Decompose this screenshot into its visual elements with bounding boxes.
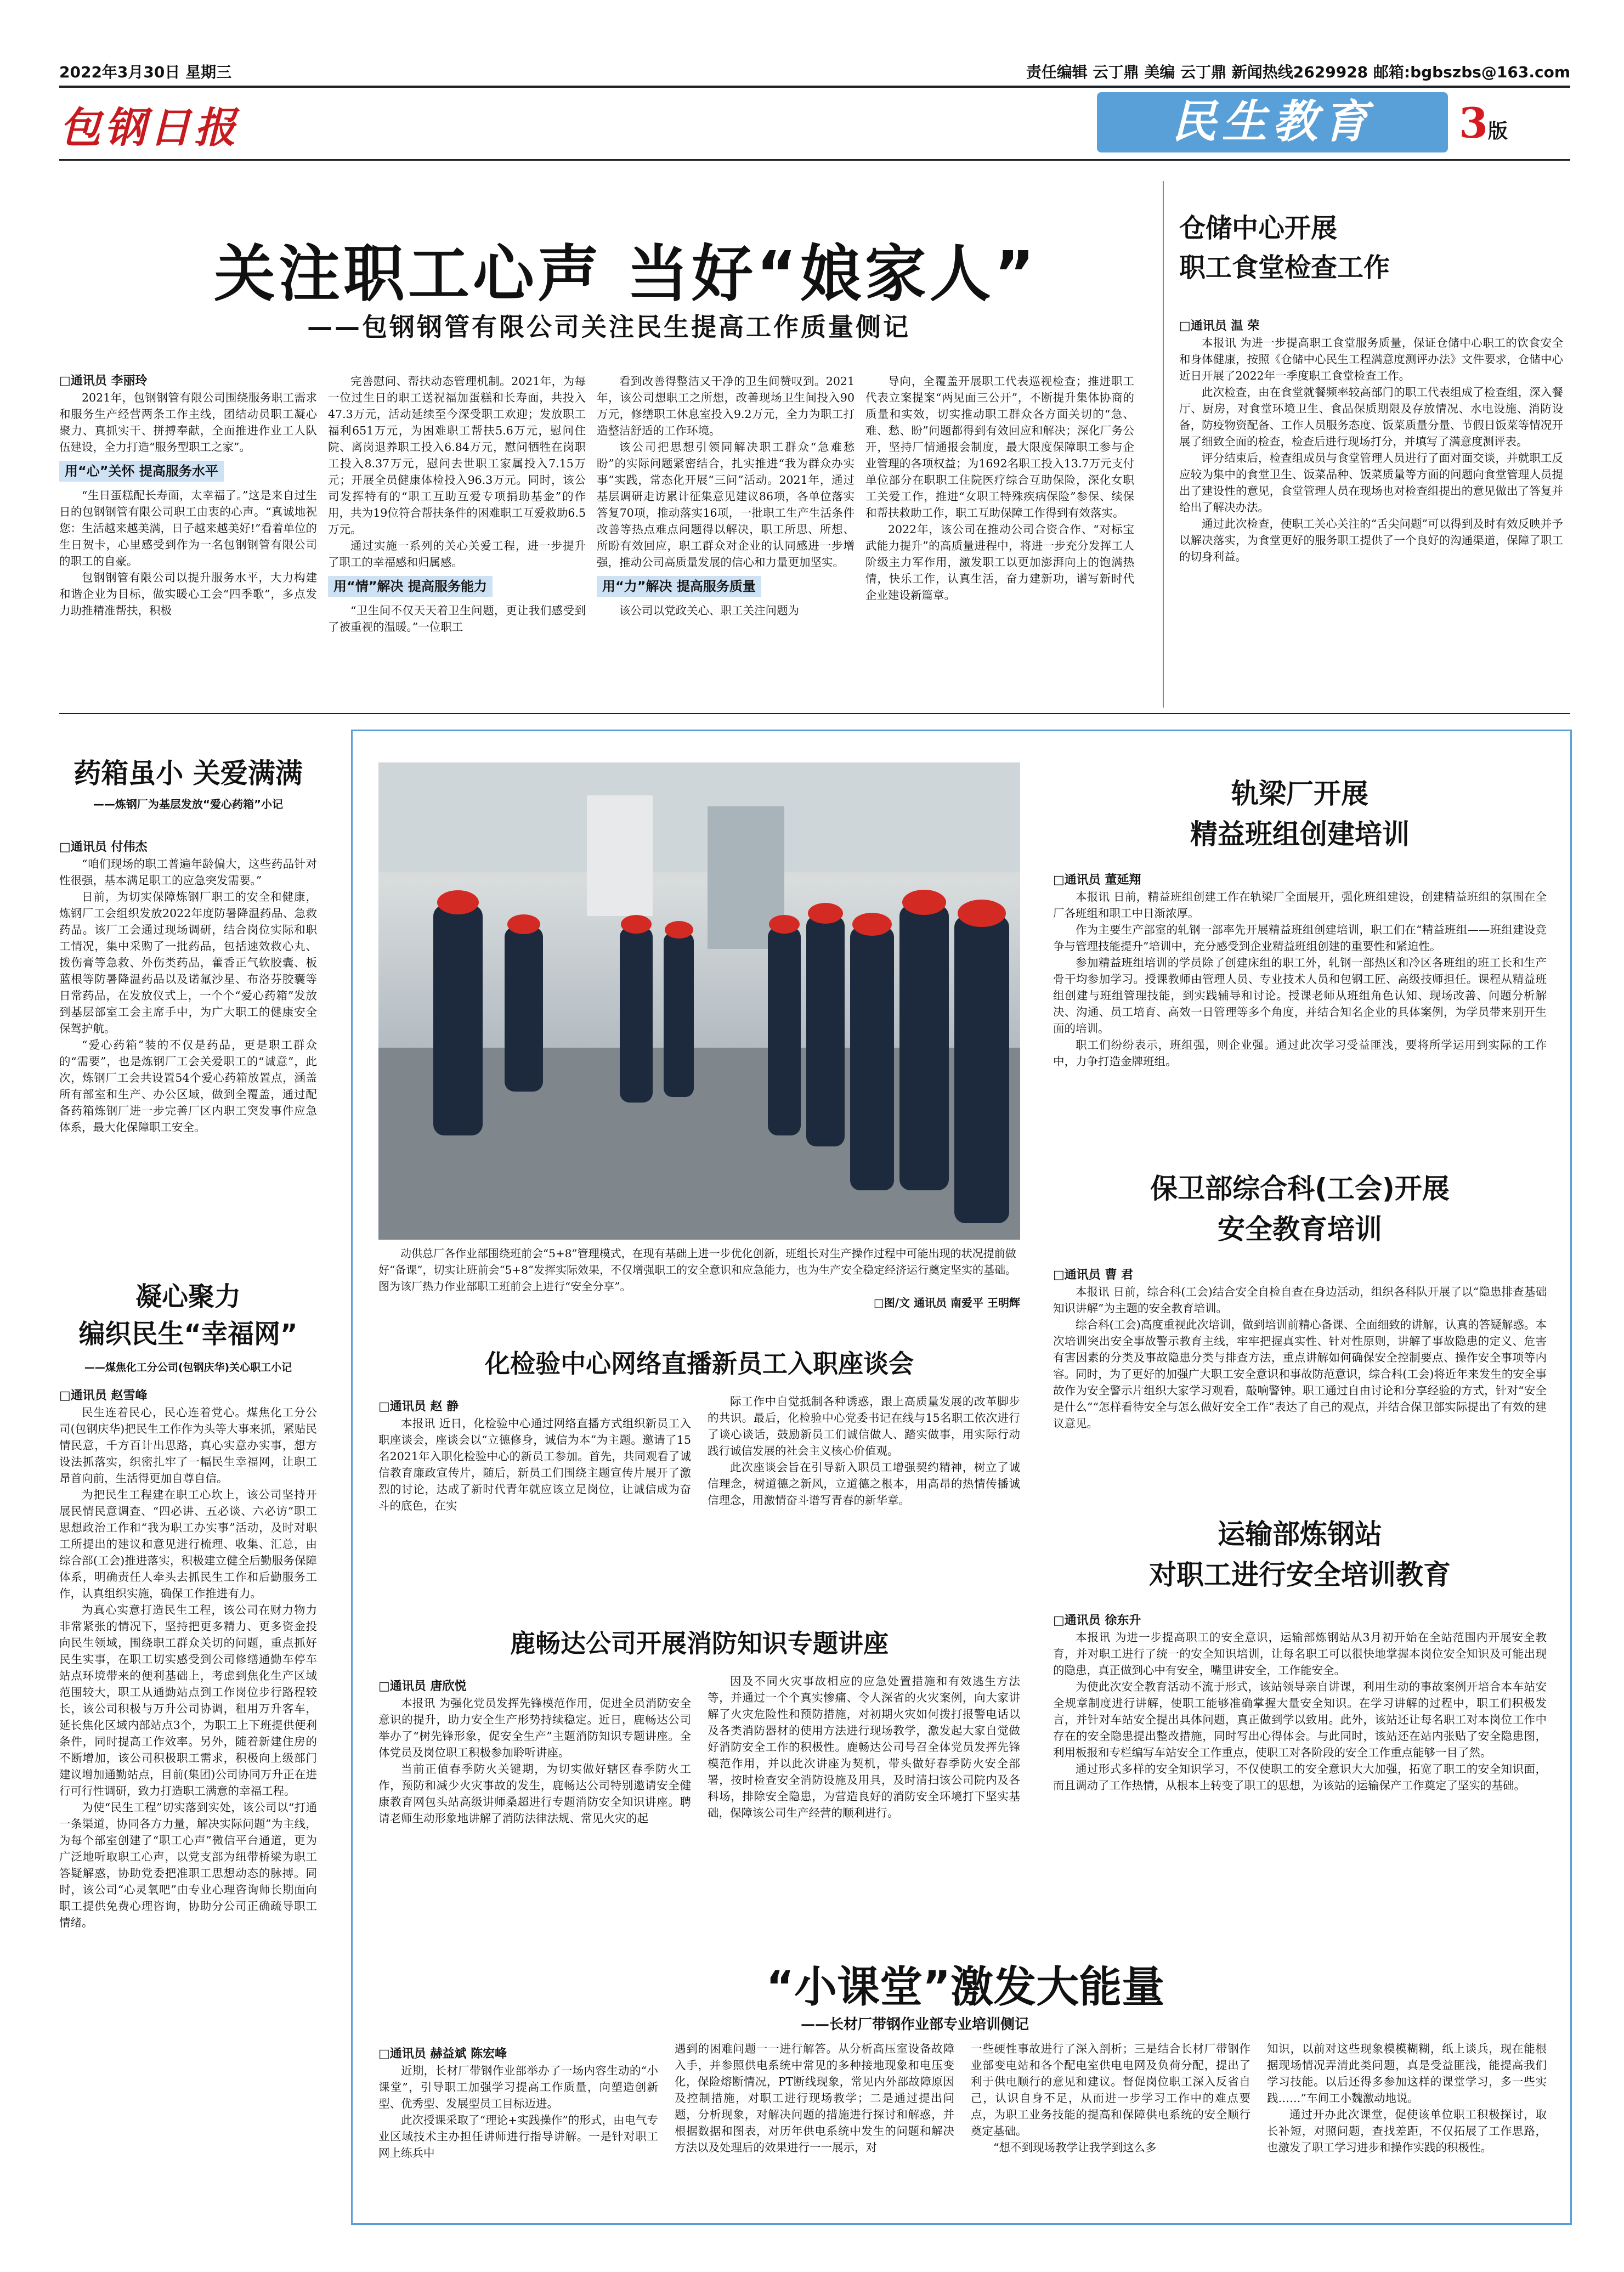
paragraph: 为使此次安全教育活动不流于形式，该站领导亲自讲课，利用生动的事故案例开培合本车站安全规章制度进行讲解，使职工能够准确掌握大量安全知识。在学习讲解的过程中，职工们积极发言，并针对车站安全提出具体问题，真正做到学以致用。此外，该站还让每名职工对本岗位工作中存在的安全隐患提出整改措施，同时写出心得体会。与此同时，该站还在站内张贴了安全隐患图，利用板报和专栏编写车站安全工作重点，使职工对各阶段的安全工作重点能够一目了然。 bbox=[1053, 1680, 1547, 1759]
paragraph: 因及不同火灾事故相应的应急处置措施和有效逃生方法等，并通过一个个真实惨痛、令人深省的火灾案例，向大家讲解了火灾危险性和预防措施，对初期火灾如何拨打报警电话以及各类消防器材的使用方法进行现场教学，激发起大家自觉做好消防安全工作的积极性。鹿畅达公司号召全体党员发挥先锋模范作用，并以此次讲座为契机，带头做好春季防火安全部署，按时检查安全消防设施及用具，及时清扫该公司院内及各科场，排除安全隐患，为营造良好的消防安全环境打下坚实基础，保障该公司生产经营的顺利进行。 bbox=[708, 1675, 1020, 1819]
editor-info: 责任编辑 云丁鼎 美编 云丁鼎 新闻热线2629928 邮箱:bgbszbs@163.com bbox=[1026, 63, 1570, 81]
warehouse-byline: □通讯员 温 荣 bbox=[1179, 319, 1260, 333]
paragraph: “想不到现场教学让我学到这么多 bbox=[993, 2141, 1157, 2154]
paragraph: 通过此次检查，使职工关心关注的“舌尖问题”可以得到及时有效反映并予以解决落实，为食堂更好的服务职工提供了一个良好的沟通渠道，保障了职工的切身利益。 bbox=[1179, 517, 1563, 563]
paragraph: 完善慰问、帮扶动态管理机制。2021年，为每一位过生日的职工送祝福加蛋糕和长寿面，共投入47.3万元，活动延续至今深受职工欢迎；发放职工福利651万元，为困难职工帮扶5.6万元，慰问住院、离岗退养职工投入6.84万元，慰问牺牲在岗职工投入8.37万元，慰问去世职工家属投入7.15万元；开展全员健康体检投入96.3万元。同时，该公司发挥特有的“职工互助互爱专项捐助基金”的作用，共为19位符合帮扶条件的困难职工互爱救助6.5万元。 bbox=[328, 375, 586, 536]
paragraph: 2021年，包钢钢管有限公司围绕服务职工需求和服务生产经营两条工作主线，团结动员职工凝心聚力、真抓实干、拼搏奉献，全面推进作业工人队伍建设，全力打造“服务型职工之家”。 bbox=[59, 391, 317, 454]
paragraph: 评分结束后，检查组成员与食堂管理人员进行了面对面交谈，并就职工反应较为集中的食堂卫生、饭菜品种、饭菜质量等方面的问题向食堂管理人员提出了建设性的意见，食堂管理人员在现场也对检查组提出的意见做出了答复并给出了解决办法。 bbox=[1179, 451, 1563, 514]
qc-title: 化检验中心网络直播新员工入职座谈会 bbox=[485, 1349, 914, 1378]
medicine-title: 药箱虽小 关爱满满 bbox=[73, 758, 303, 789]
lutongda-byline: □通讯员 唐欣悦 bbox=[378, 1680, 467, 1693]
lead-col-2 bbox=[328, 373, 586, 635]
coking-byline: □通讯员 赵雪峰 bbox=[59, 1389, 148, 1403]
paragraph: 本报讯 为进一步提高职工食堂服务质量，保证仓储中心职工的饮食安全和身体健康，按照《仓储中心民生工程满意度测评办法》文件要求，仓储中心近日开展了2022年一季度职工食堂检查工作。 bbox=[1179, 336, 1563, 382]
paragraph: 知识，以前对这些现象模模糊糊，纸上谈兵，现在能根据现场情况弄清此类问题，真是受益匪浅，能提高我们学习技能。以后还得多参加这样的课堂学习，多一些实践……”车间工小魏激动地说。 bbox=[1267, 2042, 1547, 2105]
classroom-title: “小课堂”激发大能量 bbox=[766, 1963, 1165, 2012]
paragraph: 际工作中自觉抵制各种诱惑，跟上高质量发展的改革脚步的共识。最后，化检验中心党委书记在线与15名职工依次进行了谈心谈话，鼓励新员工们诚信做人、踏实做事，用实际行动践行诚信发展的社会主义核心价值观。 bbox=[708, 1395, 1020, 1457]
paragraph: “卫生间不仅天天着卫生问题，更让我们感受到了被重视的温暖。”一位职工 bbox=[328, 604, 586, 634]
paragraph: 当前正值春季防火关键期，为切实做好辖区春季防火工作，预防和减少火灾事故的发生，鹿畅达公司特别邀请安全健康教育网包头站高级讲师桑超进行专题消防安全知识讲座。聘请老师生动形象地讲解了消防法律法规、常见火灾的起 bbox=[378, 1762, 691, 1825]
lead-col-1 bbox=[59, 373, 317, 619]
transport-byline: □通讯员 徐东升 bbox=[1053, 1614, 1141, 1627]
lead-subhead-1: 用“心”关怀 提高服务水平 bbox=[59, 461, 224, 482]
photo-caption-block bbox=[378, 1245, 1020, 1311]
lead-subtitle: ——包钢钢管有限公司关注民生提高工作质量侧记 bbox=[307, 312, 910, 342]
qc-byline: □通讯员 赵 静 bbox=[378, 1400, 459, 1414]
paragraph: 遇到的困难问题一一进行解答。从分析高压室设备故障入手，并参照供电系统中常见的多种接地现象和电压变化，保险熔断情况，PT断线现象，常见内外部故障原因及控制措施，对职工进行现场教学；二是通过提出问题，分析现象，对解决问题的措施进行探讨和解惑，并根据数据和图表，对历年供电系统中发生的问题和解决方法以及处理后的效果进行一一展示，对 bbox=[675, 2042, 954, 2154]
paragraph: 通过开办此次课堂，促使该单位职工积极探讨，取长补短，对照问题，查找差距，不仅拓展了工作思路，也激发了职工学习进步和操作实践的积极性。 bbox=[1267, 2108, 1547, 2154]
lead-byline: □通讯员 李丽玲 bbox=[59, 374, 148, 388]
qc-col-1 bbox=[378, 1399, 691, 1514]
news-photo bbox=[378, 762, 1020, 1240]
section-banner: 民生教育 bbox=[1097, 92, 1448, 152]
paragraph: “生日蛋糕配长寿面，太幸福了。”这是来自过生日的包钢钢管有限公司职工由衷的心声。“真诚地祝您：生活越来越美满，日子越来越美好!”看着单位的生日贺卡，心里感受到作为一名包钢钢管有限公司的职工的自豪。 bbox=[59, 489, 317, 568]
rail-byline: □通讯员 董延翔 bbox=[1053, 873, 1141, 887]
lutongda-title: 鹿畅达公司开展消防知识专题讲座 bbox=[510, 1629, 889, 1658]
paragraph: 该公司以党政关心、职工关注问题为 bbox=[619, 604, 799, 617]
coking-title: 凝心聚力 编织民生“幸福网” bbox=[78, 1281, 298, 1349]
lutongda-col-1 bbox=[378, 1678, 691, 1827]
transport-title: 运输部炼钢站 对职工进行安全培训教育 bbox=[1149, 1518, 1451, 1591]
paragraph: 本报讯 为强化党员发挥先锋模范作用，促进全员消防安全意识的提升，助力安全生产形势持续稳定。近日，鹿畅达公司举办了“树先锋形象，促安全生产”主题消防知识专题讲座。全体党员及岗位职工积极参加聆听讲座。 bbox=[378, 1697, 691, 1759]
rail-article bbox=[1053, 872, 1547, 1070]
warehouse-title: 仓储中心开展 职工食堂检查工作 bbox=[1179, 213, 1390, 283]
warehouse-article bbox=[1179, 318, 1563, 565]
issue-date: 2022年3月30日 星期三 bbox=[59, 63, 232, 81]
paragraph: 通过实施一系列的关心关爱工程，进一步提升了职工的幸福感和归属感。 bbox=[328, 539, 586, 569]
paragraph: 民生连着民心，民心连着党心。煤焦化工分公司(包钢庆华)把民生工作作为头等大事来抓，紧贴民情民意，千方百计出思路，真心实意办实事，想方设法抓落实，织密扎牢了一幅民生幸福网，让职工昂首向前，生活得更加自尊自信。 bbox=[59, 1406, 317, 1485]
photo-credit: □图/文 通讯员 南爱平 王明辉 bbox=[873, 1296, 1020, 1309]
paragraph: 此次座谈会旨在引导新入职员工增强契约精神，树立了诚信理念，树道德之新风，立道德之根本，用高昂的热情传播诚信理念，用激情奋斗谱写青春的新华章。 bbox=[708, 1461, 1020, 1507]
paragraph: 本报讯 日前，综合科(工会)结合安全自检自查在身边活动，组织各科队开展了以“隐患排查基础知识讲解”为主题的安全教育培训。 bbox=[1053, 1285, 1547, 1315]
horizontal-rule bbox=[59, 713, 1570, 714]
paragraph: “咱们现场的职工普遍年龄偏大，这些药品针对性很强，基本满足职工的应急突发需要。” bbox=[59, 857, 317, 887]
paragraph: 通过形式多样的安全知识学习，不仅使职工的安全意识大大加强，拓宽了职工的安全知识面，而且调动了工作热情，从根本上转变了职工的思想，为该站的运输保产工作奠定了坚实的基础。 bbox=[1053, 1762, 1547, 1792]
paragraph: 日前，为切实保障炼钢厂职工的安全和健康，炼钢厂工会组织发放2022年度防暑降温药品、急救药品。该厂工会通过现场调研，结合岗位实际和职工情况，集中采购了一批药品，包括速效救心丸、拨伤膏等急救、外伤类药品，藿香正气软胶囊、板蓝根等防暑降温药品以及诺氟沙星、布洛芬胶囊等日常药品，在发放仪式上，一个个“爱心药箱”发放到基层部室工会主席手中，为广大职工的健康安全保驾护航。 bbox=[59, 890, 317, 1035]
page-number: 3版 bbox=[1459, 99, 1508, 148]
paragraph: 看到改善得整洁又干净的卫生间赞叹到。2021年，该公司想职工之所想，改善现场卫生间投入90万元，修缮职工休息室投入9.2万元，全力为职工打造整洁舒适的工作环境。 bbox=[597, 375, 855, 437]
paragraph: 近期，长材厂带钢作业部举办了一场内容生动的“小课堂”，引导职工加强学习提高工作质量，向塑造创新型、优秀型、发展型员工目标迈进。 bbox=[378, 2064, 658, 2110]
qc-col-2 bbox=[708, 1393, 1020, 1508]
header-rule-2 bbox=[59, 159, 1570, 161]
paragraph: 本报讯 日前，精益班组创建工作在轨梁厂全面展开，强化班组建设，创建精益班组的氛围在全厂各班组和职工中日渐浓厚。 bbox=[1053, 890, 1547, 920]
classroom-byline: □通讯员 赫益斌 陈宏峰 bbox=[378, 2047, 507, 2061]
paragraph: 为把民生工程建在职工心坎上，该公司坚持开展民情民意调查、“四必讲、五必谈、六必访”职工思想政治工作和“我为职工办实事”活动，及时对职工所提出的建议和意见进行梳理、收集、汇总，由综合部(工会)推进落实，积极建立健全后勤服务保障体系，明确责任人牵头去抓民生工作和后勤服务工作，认真组织实施，确保工作推进有力。 bbox=[59, 1488, 317, 1600]
classroom-col-4 bbox=[1267, 2041, 1547, 2156]
lutongda-col-2 bbox=[708, 1673, 1020, 1821]
medicine-subtitle: ——炼钢厂为基层发放“爱心药箱”小记 bbox=[93, 798, 284, 811]
paragraph: 综合科(工会)高度重视此次培训，做到培训前精心备课、全面细致的讲解，认真的答疑解惑。本次培训突出安全事故警示教育主线，牢牢把握真实性、针对性原则，讲解了事故隐患的定义、危害有害因素的分类及事故隐患分类与排查方法，重点讲解如何确保安全控制要点、操作安全事项等内容。同时，为了更好的加强广大职工安全意识和事故防范意识，综合科(工会)将近年来发生的安全事故作为安全警示片组织大家学习观看，敲响警钟。职工通过自由讨论和分享经验的方式，针对“安全是什么”“怎样看待安全与怎么做好安全工作”表达了自己的观点，并结合保卫部实际提出了有效的建议意见。 bbox=[1053, 1318, 1547, 1430]
medicine-article bbox=[59, 839, 317, 1135]
security-title: 保卫部综合科(工会)开展 安全教育培训 bbox=[1150, 1173, 1450, 1245]
classroom-col-2 bbox=[675, 2041, 954, 2156]
paragraph: 一些硬性事故进行了深入剖析；三是结合长材厂带钢作业部变电站和各个配电室供电电网及负荷分配，提出了利于供电顺行的意见和建议。督促岗位职工深入反省自己，认识自身不足，从而进一步学习工作中的难点要点，为职工业务技能的提高和保障供电系统的安全顺行奠定基础。 bbox=[971, 2042, 1250, 2138]
paragraph: 导向，全覆盖开展职工代表巡视检查；推进职工代表立案提案“两见面三公开”，不断提升集体协商的质量和实效，切实推动职工群众各方面关切的“急、难、愁、盼”问题都得到有效回应和解决；深化厂务公开，坚持厂情通报会制度，最大限度保障职工参与企业管理的各项权益；为1692名职工投入13.7万元支付单位部分在职职工住院医疗综合互助保险，深化女职工关爱工作，推进“女职工特殊疾病保险”参保、续保和帮扶救助工作，职工互助保障工作得到有效落实。 bbox=[865, 375, 1134, 519]
lead-col-4 bbox=[865, 373, 1134, 603]
paragraph: 为使“民生工程”切实落到实处，该公司以“打通一条渠道，协同各方力量，解决实际问题”为主线，为每个部室创建了“职工心声”微信平台通道，更为广泛地听取职工心声，以党支部为纽带桥梁为职工答疑解惑，协助党委把准职工思想动态的脉搏。同时，该公司“心灵氧吧”由专业心理咨询师长期面向职工提供免费心理咨询，协助分公司正确疏导职工情绪。 bbox=[59, 1801, 317, 1929]
lead-col-3 bbox=[597, 373, 855, 619]
paragraph: 此次授课采取了“理论+实践操作”的形式，由电气专业区域技术主办担任讲师进行指导讲解。一是针对职工网上练兵中 bbox=[378, 2113, 658, 2160]
security-article bbox=[1053, 1267, 1547, 1432]
paragraph: 本报讯 近日，化检验中心通过网络直播方式组织新员工入职座谈会，座谈会以“立德修身，诚信为本”为主题。邀请了15名2021年入职化检验中心的新员工参加。首先，共同观看了诚信教育廉政宣传片，随后，新员工们围绕主题宣传片展开了激烈的讨论，达成了新时代青年就应该立足岗位，让诚信成为奋斗的底色，在实 bbox=[378, 1417, 691, 1512]
paragraph: 该公司把思想引领同解决职工群众“急难愁盼”的实际问题紧密结合，扎实推进“我为群众办实事”实践，常态化开展“三问”活动。2021年，通过基层调研走访累计征集意见建议86项，各单位落实答复70项，推动落实16项，一批职工生产生活条件改善等热点难点问题得以解决，职工所思、所想、所盼有效回应，职工群众对企业的认同感进一步增强，推动公司高质量发展的信心和力量更加坚实。 bbox=[597, 440, 855, 569]
paragraph: 参加精益班组培训的学员除了创建床组的职工外，轧钢一部热区和冷区各班组的班工长和生产骨干均参加学习。授课教师由管理人员、专业技术人员和包钢工匠、高级技师担任。课程从精益班组创建与班组管理技能，到实践辅导和讨论。授课老师从班组角色认知、现场改善、问题分析解决、沟通、员工培育、高效一日管理等多个角度，并结合知名企业的具体案例，为学员带来别开生面的培训。 bbox=[1053, 956, 1547, 1035]
coking-article bbox=[59, 1388, 317, 1931]
medicine-byline: □通讯员 付伟杰 bbox=[59, 840, 148, 854]
header-rule bbox=[59, 86, 1570, 88]
paragraph: 作为主要生产部室的轧钢一部率先开展精益班组创建培训，职工们在“精益班组——班组建设竞争与管理技能提升”培训中，充分感受到企业精益班组创建的重要性和紧迫性。 bbox=[1053, 923, 1547, 953]
photo-caption: 动供总厂各作业部围绕班前会“5+8”管理模式，在现有基础上进一步优化创新，班组长对生产操作过程中可能出现的状况提前做好“备课”，切实让班前会“5+8”发挥实际效果，不仅增强职工的安全意识和应急能力，也为生产安全稳定经济运行奠定坚实的基础。图为该厂热力作业部职工班前会上进行“安全分享”。 bbox=[378, 1247, 1017, 1293]
lead-title: 关注职工心声 当好“娘家人” bbox=[214, 239, 1038, 310]
classroom-col-3 bbox=[971, 2041, 1250, 2156]
security-byline: □通讯员 曹 君 bbox=[1053, 1268, 1134, 1282]
paragraph: 2022年，该公司在推动公司合资合作、“对标宝武能力提升”的高质量进程中，将进一步充分发挥工人阶级主力军作用，激发职工以更加澎湃向上的饱满热情，快乐工作，认真生活，奋力建新功，谱写新时代企业建设新篇章。 bbox=[865, 523, 1134, 602]
paragraph: 此次检查，由在食堂就餐频率较高部门的职工代表组成了检查组，深入餐厅、厨房，对食堂环境卫生、食品保质期限及存放情况、水电设施、消防设备，防疫物资配备、工作人员服务态度、饭菜质量分量、节假日饭菜等情况开展了细致全面的检查，检查后进行现场打分，并填写了满意度测评表。 bbox=[1179, 386, 1563, 448]
paragraph: 职工们纷纷表示，班组强，则企业强。通过此次学习受益匪浅，要将所学运用到实际的工作中，力争打造金牌班组。 bbox=[1053, 1038, 1547, 1068]
coking-subtitle: ——煤焦化工分公司(包钢庆华)关心职工小记 bbox=[84, 1361, 292, 1374]
classroom-col-1 bbox=[378, 2046, 658, 2161]
newspaper-logo: 包钢日报 bbox=[59, 103, 239, 152]
column-divider bbox=[1163, 181, 1164, 708]
paragraph: 为真心实意打造民生工程，该公司在财力物力非常紧张的情况下，坚持把更多精力、更多资金投向民生领域，围绕职工群众关切的问题，重点抓好民生实事，在职工切实感受到公司修缮通勤车停车站点环境带来的便利基础上，考虑到焦化生产区域范围较大，职工从通勤站点到工作岗位步行路程较长，该公司积极与万升公司协调，租用万升客车，延长焦化区域内部站点3个，为职工上下班提供便利条件，同时提高工作效率。另外，随着新建住房的不断增加，该公司积极职工需求，积极向上级部门建议增加通勤站点，目前(集团)公司协同万升正在进行可行性调研，致力打造职工满意的幸福工程。 bbox=[59, 1603, 317, 1798]
paragraph: 本报讯 为进一步提高职工的安全意识，运输部炼钢站从3月初开始在全站范围内开展安全教育，并对职工进行了统一的安全知识培训，让每名职工可以很快地掌握本岗位安全知识及可能出现的隐患，真正做到心中有安全，嘴里讲安全，工作能安全。 bbox=[1053, 1631, 1547, 1677]
transport-article bbox=[1053, 1613, 1547, 1794]
paragraph: “爱心药箱”装的不仅是药品，更是职工群众的“需要”，也是炼钢厂工会关爱职工的“诚意”，此次，炼钢厂工会共设置54个爱心药箱放置点，涵盖所有部室和生产、办公区域，做到全覆盖，通过配备药箱炼钢厂进一步完善厂区内职工突发事件应急体系，最大化保障职工安全。 bbox=[59, 1038, 317, 1134]
classroom-subtitle: ——长材厂带钢作业部专业培训侧记 bbox=[801, 2016, 1029, 2033]
paragraph: 包钢钢管有限公司以提升服务水平，大力构建和谐企业为目标，做实暖心工会“四季歌”，多点发力助推精准帮扶，积极 bbox=[59, 571, 317, 617]
page-header bbox=[59, 60, 1570, 82]
lead-subhead-3: 用“力”解决 提高服务质量 bbox=[597, 576, 761, 597]
photo-illustration bbox=[378, 762, 1020, 1240]
rail-title: 轨梁厂开展 精益班组创建培训 bbox=[1190, 778, 1410, 850]
lead-subhead-2: 用“情”解决 提高服务能力 bbox=[328, 576, 493, 597]
